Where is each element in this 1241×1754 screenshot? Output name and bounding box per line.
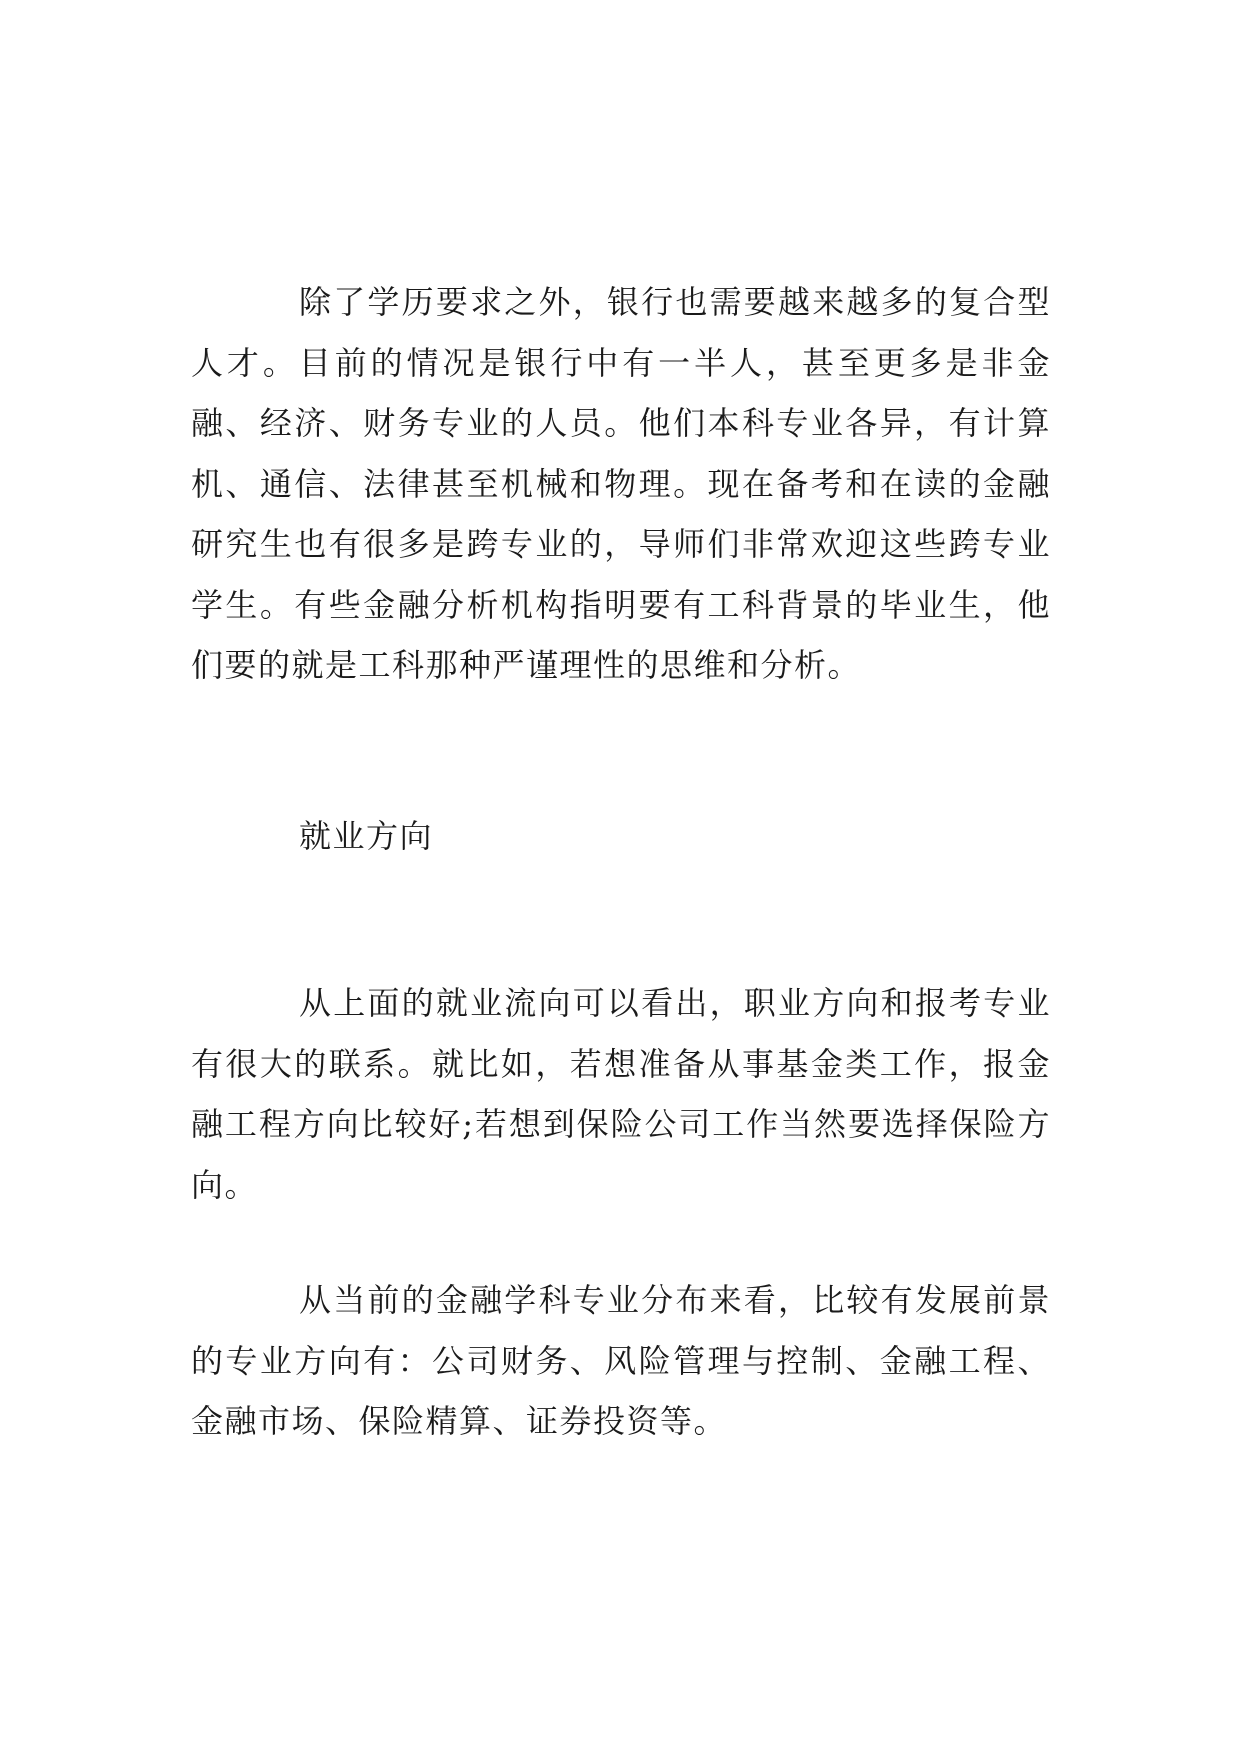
section-heading-career-direction: 就业方向 [299,817,434,855]
paragraph-career-flow: 从上面的就业流向可以看出，职业方向和报考专业有很大的联系。就比如，若想准备从事基金类工作，报金融工程方向比较好;若想到保险公司工作当然要选择保险方向。 [191,984,1051,1204]
paragraph-promising-majors: 从当前的金融学科专业分布来看，比较有发展前景的专业方向有：公司财务、风险管理与控制、金融工程、金融市场、保险精算、证券投资等。 [191,1281,1051,1440]
paragraph-talent-requirements: 除了学历要求之外，银行也需要越来越多的复合型人才。目前的情况是银行中有一半人，甚至更多是非金融、经济、财务专业的人员。他们本科专业各异，有计算机、通信、法律甚至机械和物理。现在备考和在读的金融研究生也有很多是跨专业的，导师们非常欢迎这些跨专业学生。有些金融分析机构指明要有工科背景的毕业生，他们要的就是工科那种严谨理性的思维和分析。 [191,283,1051,684]
